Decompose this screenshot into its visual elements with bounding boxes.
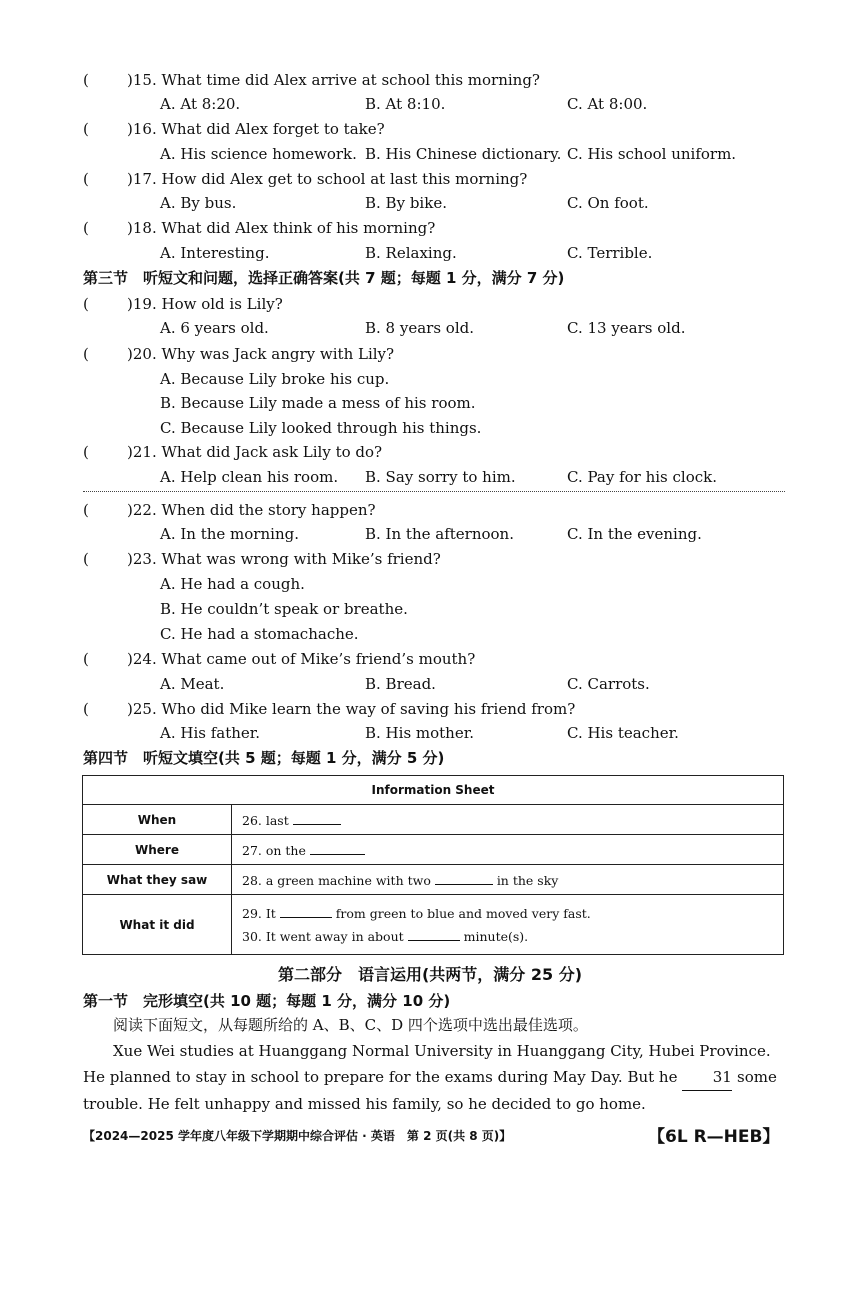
answer-paren[interactable]: ( bbox=[83, 700, 89, 718]
question-text: )19. How old is Lily? bbox=[127, 295, 283, 313]
option-b[interactable]: B. He couldn’t speak or breathe. bbox=[160, 600, 408, 618]
answer-paren[interactable]: ( bbox=[83, 219, 89, 237]
options-16 bbox=[0, 142, 860, 166]
option-b[interactable]: B. His Chinese dictionary. bbox=[365, 145, 562, 163]
option-c[interactable]: C. 13 years old. bbox=[567, 319, 686, 337]
option-b-row bbox=[0, 597, 860, 621]
option-b[interactable]: B. In the afternoon. bbox=[365, 525, 514, 543]
answer-paren[interactable]: ( bbox=[83, 443, 89, 461]
option-c[interactable]: C. Carrots. bbox=[567, 675, 650, 693]
question-17 bbox=[0, 167, 860, 191]
table-header-row bbox=[83, 776, 784, 805]
option-a[interactable]: A. Because Lily broke his cup. bbox=[160, 370, 390, 388]
option-a[interactable]: A. At 8:20. bbox=[160, 95, 241, 113]
answer-paren[interactable]: ( bbox=[83, 170, 89, 188]
option-c[interactable]: C. His teacher. bbox=[567, 724, 679, 742]
option-a[interactable]: A. His science homework. bbox=[160, 145, 357, 163]
question-text: )17. How did Alex get to school at last this morning? bbox=[127, 170, 528, 188]
information-sheet-table bbox=[82, 775, 784, 955]
options-21 bbox=[0, 465, 860, 489]
question-19 bbox=[0, 292, 860, 316]
question-16 bbox=[0, 117, 860, 141]
answer-paren[interactable]: ( bbox=[83, 550, 89, 568]
table-row bbox=[83, 805, 784, 835]
question-22 bbox=[0, 498, 860, 522]
option-b[interactable]: B. Say sorry to him. bbox=[365, 468, 516, 486]
row-label: What it did bbox=[83, 895, 232, 955]
table-row bbox=[83, 895, 784, 955]
page-footer: 【2024—2025 学年度八年级下学期期中综合评估 · 英语 第 2 页(共 8 页)】 bbox=[83, 1129, 512, 1143]
question-text: )20. Why was Jack angry with Lily? bbox=[127, 345, 395, 363]
question-text: )21. What did Jack ask Lily to do? bbox=[127, 443, 383, 461]
answer-paren[interactable]: ( bbox=[83, 345, 89, 363]
answer-blank-27[interactable] bbox=[310, 841, 365, 855]
row-content: 29. It from green to blue and moved very fast. 30. It went away in about minute(s). bbox=[232, 895, 784, 955]
question-text: )16. What did Alex forget to take? bbox=[127, 120, 385, 138]
table-title: Information Sheet bbox=[83, 776, 784, 805]
option-b[interactable]: B. Because Lily made a mess of his room. bbox=[160, 394, 476, 412]
option-c-row bbox=[0, 622, 860, 646]
row-content: 26. last bbox=[232, 805, 784, 835]
option-b[interactable]: B. At 8:10. bbox=[365, 95, 446, 113]
question-text: )25. Who did Mike learn the way of saving his friend from? bbox=[127, 700, 576, 718]
question-text: )15. What time did Alex arrive at school this morning? bbox=[127, 71, 540, 89]
answer-paren[interactable]: ( bbox=[83, 501, 89, 519]
table-row bbox=[83, 865, 784, 895]
question-18 bbox=[0, 216, 860, 240]
option-a[interactable]: A. Interesting. bbox=[160, 244, 270, 262]
answer-blank-28[interactable] bbox=[435, 871, 493, 885]
row-content: 28. a green machine with two in the sky bbox=[232, 865, 784, 895]
question-21 bbox=[0, 440, 860, 464]
option-c[interactable]: C. Pay for his clock. bbox=[567, 468, 718, 486]
answer-paren[interactable]: ( bbox=[83, 295, 89, 313]
question-23 bbox=[0, 547, 860, 571]
option-b[interactable]: B. His mother. bbox=[365, 724, 475, 742]
row-label: When bbox=[83, 805, 232, 835]
question-25 bbox=[0, 697, 860, 721]
options-25 bbox=[0, 721, 860, 745]
part-2-section-1-heading: 第一节 完形填空(共 10 题；每题 1 分，满分 10 分) bbox=[83, 992, 451, 1010]
options-15 bbox=[0, 92, 860, 116]
row-content: 27. on the bbox=[232, 835, 784, 865]
answer-paren[interactable]: ( bbox=[83, 120, 89, 138]
option-b[interactable]: B. Bread. bbox=[365, 675, 436, 693]
options-17 bbox=[0, 191, 860, 215]
option-c[interactable]: C. His school uniform. bbox=[567, 145, 737, 163]
answer-blank-30[interactable] bbox=[408, 927, 460, 941]
option-c[interactable]: C. At 8:00. bbox=[567, 95, 648, 113]
section-3-heading: 第三节 听短文和问题，选择正确答案(共 7 题；每题 1 分，满分 7 分) bbox=[83, 269, 565, 287]
option-a[interactable]: A. Help clean his room. bbox=[160, 468, 339, 486]
answer-blank-31[interactable]: 31 bbox=[682, 1064, 732, 1091]
option-c[interactable]: C. Because Lily looked through his things. bbox=[160, 419, 482, 437]
question-text: )18. What did Alex think of his morning? bbox=[127, 219, 436, 237]
option-a[interactable]: A. Meat. bbox=[160, 675, 225, 693]
row-label: Where bbox=[83, 835, 232, 865]
option-c[interactable]: C. On foot. bbox=[567, 194, 649, 212]
answer-blank-26[interactable] bbox=[293, 811, 341, 825]
option-b[interactable]: B. Relaxing. bbox=[365, 244, 457, 262]
paper-code: 【6L R—HEB】 bbox=[648, 1127, 780, 1147]
option-b[interactable]: B. 8 years old. bbox=[365, 319, 474, 337]
fold-divider bbox=[83, 491, 785, 492]
question-text: )22. When did the story happen? bbox=[127, 501, 376, 519]
question-text: )23. What was wrong with Mike’s friend? bbox=[127, 550, 441, 568]
question-24 bbox=[0, 647, 860, 671]
answer-paren[interactable]: ( bbox=[83, 71, 89, 89]
option-c[interactable]: C. He had a stomachache. bbox=[160, 625, 359, 643]
option-c-row bbox=[0, 416, 860, 440]
table-row bbox=[83, 835, 784, 865]
section-4-heading: 第四节 听短文填空(共 5 题；每题 1 分，满分 5 分) bbox=[83, 749, 445, 767]
row-label: What they saw bbox=[83, 865, 232, 895]
option-a-row bbox=[0, 572, 860, 596]
question-15 bbox=[0, 68, 860, 92]
option-a[interactable]: A. His father. bbox=[160, 724, 261, 742]
answer-paren[interactable]: ( bbox=[83, 650, 89, 668]
passage-paragraph: Xue Wei studies at Huanggang Normal University in Huanggang City, Hubei Province. He planned to stay in school to prepare for the exams during May Day. But he 31 some trouble. He felt unhappy and missed his family, so he decided to go home. bbox=[83, 1042, 777, 1113]
option-a[interactable]: A. 6 years old. bbox=[160, 319, 269, 337]
option-a-row bbox=[0, 367, 860, 391]
part-2-title: 第二部分 语言运用(共两节，满分 25 分) bbox=[277, 965, 583, 984]
option-a[interactable]: A. He had a cough. bbox=[160, 575, 305, 593]
instructions: 阅读下面短文，从每题所给的 A、B、C、D 四个选项中选出最佳选项。 bbox=[113, 1016, 588, 1034]
options-22 bbox=[0, 522, 860, 546]
option-a[interactable]: A. In the morning. bbox=[160, 525, 299, 543]
option-c[interactable]: C. In the evening. bbox=[567, 525, 702, 543]
option-a[interactable]: A. By bus. bbox=[160, 194, 237, 212]
options-18 bbox=[0, 241, 860, 265]
options-19 bbox=[0, 316, 860, 340]
options-24 bbox=[0, 672, 860, 696]
option-b-row bbox=[0, 391, 860, 415]
answer-blank-29[interactable] bbox=[280, 904, 332, 918]
question-20 bbox=[0, 342, 860, 366]
question-text: )24. What came out of Mike’s friend’s mouth? bbox=[127, 650, 476, 668]
option-c[interactable]: C. Terrible. bbox=[567, 244, 653, 262]
option-b[interactable]: B. By bike. bbox=[365, 194, 447, 212]
